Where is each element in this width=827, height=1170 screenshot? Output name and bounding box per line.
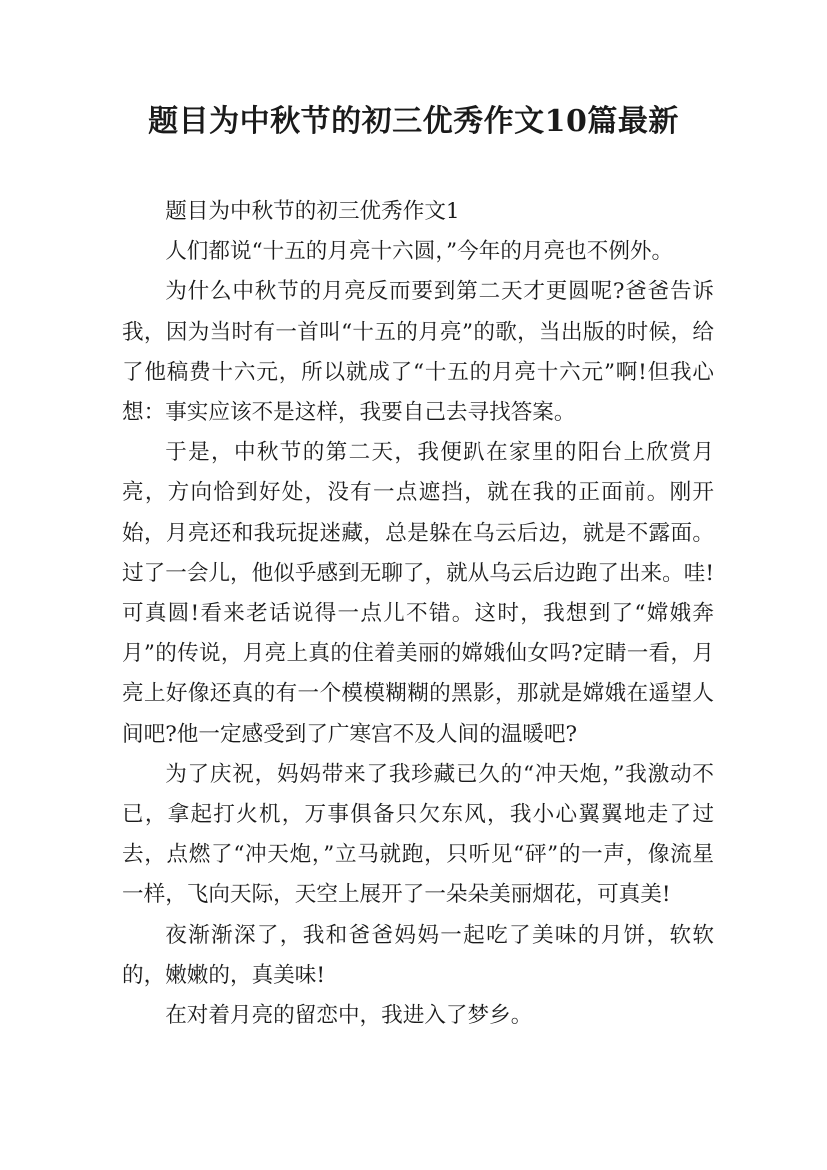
essay-heading: 题目为中秋节的初三优秀作文1 [165,199,460,224]
paragraph: 为什么中秋节的月亮反而要到第二天才更圆呢?爸爸告诉我，因为当时有一首叫“十五的月亮”的歌，当出版的时候，给了他稿费十六元，所以就成了“十五的月亮十六元”啊!但我心想：事实应该不是这样，我要自己去寻找答案。 [122,279,714,426]
paragraph: 在对着月亮的留恋中，我进入了梦乡。 [165,1003,533,1029]
paragraph: 夜渐渐深了，我和爸爸妈妈一起吃了美味的月饼，软软的，嫩嫩的，真美味! [122,922,714,988]
document-body [122,192,714,1036]
paragraph: 人们都说“十五的月亮十六圆，”今年的月亮也不例外。 [165,239,674,265]
paragraph: 于是，中秋节的第二天，我便趴在家里的阳台上欣赏月亮，方向恰到好处，没有一点遮挡，就在我的正面前。刚开始，月亮还和我玩捉迷藏，总是躲在乌云后边，就是不露面。过了一会儿，他似乎感到无聊了，就从乌云后边跑了出来。哇!可真圆!看来老话说得一点儿不错。这时，我想到了“嫦娥奔月”的传说，月亮上真的住着美丽的嫦娥仙女吗?定睛一看，月亮上好像还真的有一个模模糊糊的黑影，那就是嫦娥在遥望人间吧?他一定感受到了广寒宫不及人间的温暖吧? [122,440,714,747]
document-title: 题目为中秋节的初三优秀作文10篇最新 [148,104,679,139]
paragraph: 为了庆祝，妈妈带来了我珍藏已久的“冲天炮，”我激动不已，拿起打火机，万事俱备只欠东风，我小心翼翼地走了过去，点燃了“冲天炮，”立马就跑，只听见“砰”的一声，像流星一样，飞向天际，天空上展开了一朵朵美丽烟花，可真美! [122,761,714,908]
